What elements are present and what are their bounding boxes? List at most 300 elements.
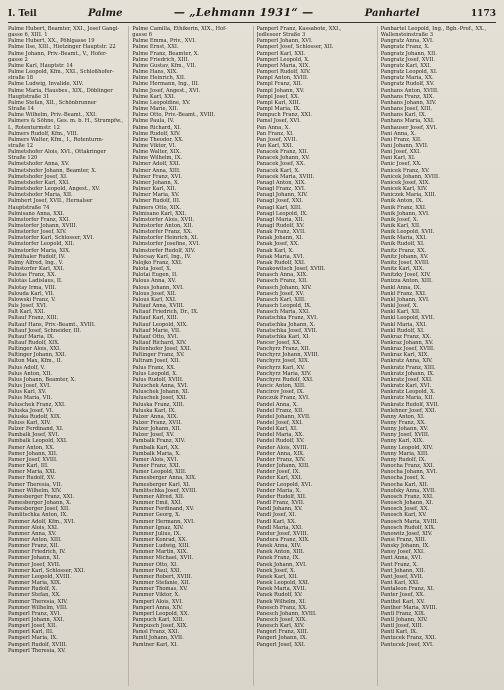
directory-entry: Pangratz Leopold, XI. (380, 69, 438, 76)
directory-entry: Pankl Maria, XXI. (380, 321, 427, 328)
directory-entry: Panhans Anton, XVIII. (380, 87, 439, 94)
directory-entry: Panagl Maria, XII. (256, 216, 305, 223)
directory-entry: Pangratz Karl, XXI. (380, 62, 432, 69)
directory-entry: Palme Franz, Beamter, X. (132, 50, 200, 57)
directory-entry: Pammer Otto, XI. (132, 561, 178, 568)
directory-entry: Paltauf Anna, XVIII. (132, 303, 185, 310)
directory-entry: Paltauf Marie, VII. (132, 327, 181, 334)
directory-entry: Panek Leopold, XXI. (256, 580, 310, 587)
directory-entry: Pander Karl, XXI. (256, 475, 303, 482)
directory-entry: Pangratz Rudolf, XV. (380, 81, 435, 88)
directory-entry: Pamperl Karl, XXI. (256, 50, 306, 57)
directory-entry: Palmers & Söhne, Ges. m. b. H., Strumpfw., (8, 118, 124, 125)
directory-entry: Pamperl Johann, XVI. (256, 38, 313, 45)
directory-entry: Panek Anna, XIV. (256, 543, 302, 550)
directory-entry: Panosch Johann, XI. (380, 500, 434, 507)
directory-entry: Panesch Johann, XVIII. (256, 610, 317, 617)
directory-entry: Pankl Franz, XXI. (380, 290, 427, 297)
directory-entry: Panthel Karl, XV. (380, 598, 425, 605)
directory-entry: Panhartel Leopold, Ing., Bgb.-Prof., XX., (380, 26, 487, 32)
directory-entry: Palt Karl, XXI. (8, 309, 46, 316)
directory-entry: Palmetshofer Alois, XVI., Ottakringer (8, 149, 106, 156)
directory-entry: Palmy Alfred, Ing., V. (8, 259, 64, 266)
directory-entry: Pamperl Maria, XIX. (256, 62, 310, 69)
directory-entry: straße 18 (8, 75, 34, 82)
directory-entry: Pantl Franz, XIX. (380, 610, 426, 617)
directory-entry: Panik Karl, XII. (380, 223, 421, 229)
directory-entry: Palme Johann, Priv.-Beamt., V., Hofer- (8, 50, 108, 57)
directory-entry: Panchyrz Johann, XVIII. (256, 352, 320, 359)
directory-entry: Pan Josef, XVII. (256, 136, 297, 143)
directory-entry: Palzer Franz, XVII. (132, 420, 182, 426)
directory-entry: Panasch Karl, XIII. (256, 296, 306, 303)
directory-entry: Panak Karl, X. (256, 247, 294, 254)
directory-entry: Palmetshofer Karl, XXI. (8, 179, 70, 186)
directory-entry: Paltauf Josef, Schneider, III. (8, 327, 82, 334)
directory-entry: Pampl Franz, XII. (256, 81, 303, 88)
directory-entry: Palmers Rudolf, Kfm., VIII. (8, 130, 79, 137)
directory-entry: Palus Leopold, X. (132, 370, 178, 377)
directory-entry: gasse 6 (132, 32, 153, 39)
directory-entry: Palme Karl, Hauptstr. 14 (8, 62, 73, 69)
directory-entry: Pammer Robert, XVIII. (132, 573, 193, 580)
directory-entry: Pamer Anton, XX. (8, 444, 55, 451)
directory-entry: Pammer Josef, XVII. (8, 561, 61, 568)
directory-entry: Palme Marie, XII. (132, 106, 179, 113)
directory-entry: Pamsl Franz, XXI. (132, 629, 180, 636)
directory-entry: Pandel Maria, XX. (256, 432, 304, 439)
directory-entry: Palmisano Anna, XXI. (8, 210, 65, 217)
directory-entry: Palous Johann, XVI. (132, 284, 184, 291)
directory-entry: Pamer Theresia, VII. (8, 481, 63, 488)
directory-entry: Pamer Johann, XII. (8, 450, 58, 457)
directory-entry: Pan Karl, XXI. (256, 142, 294, 149)
directory-entry: Straße 120 (8, 155, 38, 162)
directory-entry: Panny Rudolf, IX. (380, 456, 427, 463)
directory-entry: Pandl Franz, XVII. (256, 500, 305, 507)
directory-entry: Panasch Josef, XV. (256, 290, 304, 297)
directory-entry: Panitz Josef, XVIII. (380, 259, 430, 266)
directory-entry: Pamperl Karl, III. (8, 629, 54, 636)
directory-entry: Pamperl Josef, Schlosser, XII. (256, 44, 334, 51)
directory-entry: Paluschek Franz, XXI. (8, 401, 66, 408)
directory-entry: Paltauf Hans, Priv.-Beamt., XVIII. (8, 321, 96, 328)
directory-entry: Palmer Franz, XVI. (132, 173, 183, 180)
directory-entry: Panagl Leopold, IX. (256, 210, 308, 217)
directory-entry: Panacek Karl, X. (256, 167, 300, 174)
directory-entry: Pandel Franz, XII. (256, 407, 304, 414)
directory-entry: Pammer Theresia, XIV. (8, 598, 68, 605)
directory-entry: Panik Maria, XXI. (380, 235, 427, 242)
directory-entry: Palme Hans, XIX. (132, 69, 178, 76)
directory-entry: Panitz Johann, XV. (380, 253, 429, 260)
directory-entry: Panatschka Franz, XVI. (256, 315, 318, 322)
directory-entry: Panagl Rudolf, XV. (256, 223, 305, 229)
directory-entry: Panek Anton, XIII. (256, 549, 305, 556)
directory-entry: Panchyrz Franz, XII. (256, 346, 311, 353)
directory-entry: Palmstorfer Karl, Schlosser, XVI. (8, 235, 95, 242)
directory-entry: Pamesberger Karl, XI. (132, 481, 191, 488)
directory-entry: Pambalk Josef, XVI. (8, 432, 60, 439)
directory-entry: Pampl Maria, IX. (256, 106, 301, 113)
directory-entry: Palme Paula, IV. (132, 118, 175, 125)
directory-entry: Palmetshofer Maria, XII. (8, 192, 73, 199)
directory-entry: Panny Anton, XI. (380, 413, 425, 420)
directory-entry: Pammer Alois, XXI. (8, 524, 59, 531)
directory-entry: Palus Franz, XX. (132, 364, 176, 371)
directory-entry: Pambalk Franz, XIV. (132, 438, 186, 445)
directory-entry: Pamsl Josef, XVI. (256, 118, 301, 125)
directory-entry: Pandl Josef, XI. (256, 512, 297, 519)
directory-entry: Pamperl Leopold, X. (256, 56, 310, 63)
directory-entry: Pamer Rudolf, XV. (8, 475, 56, 482)
directory-entry: Pamesberger Johann, X. (8, 500, 72, 507)
directory-entry: Paltauf Friedrich, Dr., IX. (132, 309, 199, 316)
directory-entry: Palmstorfer Alois, XVII. (132, 216, 194, 223)
directory-entry: Paltauf Richard, XIV. (132, 339, 187, 346)
directory-entry: Palme Leopoldine, XV. (132, 99, 191, 106)
directory-entry: Pammer Emil, XXI. (132, 500, 183, 507)
directory-entry: Palus Josef, XVI. (8, 383, 51, 390)
directory-entry: Panek Wilhelm, XI. (256, 598, 307, 605)
directory-entry: Panik Anton, IX. (380, 198, 424, 205)
directory-entry: Jedleseer Straße 3 (256, 32, 306, 39)
directory-entry: Palme Hermann, Ing., III. (132, 81, 200, 88)
directory-entry: Panocha Johann, XVI. (380, 469, 438, 476)
directory-entry: Panacek Josef, XX. (256, 161, 306, 168)
directory-entry: Pani Karl, XI. (380, 155, 416, 162)
directory-entry: Pammer Anton, XIII. (8, 536, 62, 543)
directory-entry: Pamperl Franz, XVI. (8, 610, 62, 617)
directory-entry: Panagl Franz, XVI. (256, 186, 306, 193)
page-header (8, 6, 496, 23)
directory-entry: Pammer Friedrich, IV. (8, 549, 66, 556)
directory-entry: Pamtl Johann, XVII. (132, 635, 184, 642)
directory-entry: Pammer Rudolf, X. (8, 586, 58, 593)
directory-entry: Pamperl Josef, XII. (8, 623, 57, 630)
directory-entry: Pangratz Maria, XX. (380, 75, 434, 82)
directory-entry: Panatschka Josef, XVII. (256, 327, 318, 334)
directory-entry: Panicek Franz, XV. (380, 167, 430, 174)
directory-entry: Palouda Karl, VII. (8, 290, 55, 297)
directory-entry: Pamesberger Anna, XIX. (132, 475, 197, 482)
directory-entry: Palme Rudolf, XIV. (132, 130, 181, 137)
directory-entry: Palme Emma, Priv., XVI. (132, 38, 196, 45)
column-2 (128, 26, 247, 686)
directory-entry: Pamer Josef, XVIII. (8, 456, 58, 463)
directory-entry: Pampuch Franz, XXI. (256, 112, 312, 119)
directory-entry: Pammer Konrad, XX. (132, 536, 188, 543)
directory-entry: Pambalk Maria, X. (132, 450, 181, 457)
directory-entry: Panek Franz, IX. (256, 555, 300, 562)
directory-entry: Panagl Anton, XIX. (256, 179, 306, 186)
directory-entry: Pammer Stefanie, XII. (132, 580, 191, 587)
directory-entry: Pankratz Johann, IX. (380, 370, 435, 377)
directory-entry: Pant Anna, XVI. (380, 555, 423, 562)
directory-entry: Palous Josef, XII. (132, 290, 177, 297)
directory-entry: Pamesberger Josef, XII. (8, 506, 70, 513)
directory-entry: Panacek Maria, XVIII. (256, 173, 315, 180)
directory-entry: Pammer Thomas, XV. (132, 586, 188, 593)
directory-entry: Pankratz Rudolf, XVII. (380, 401, 440, 408)
directory-entry: Palzer Josef, XV. (132, 432, 175, 439)
directory-entry: Palmstorfer Anton, XII. (132, 223, 194, 229)
column-1 (8, 26, 123, 686)
directory-entry: Panagl Johann, XIV. (256, 192, 308, 199)
directory-entry: Pan Anna, X. (256, 124, 291, 131)
directory-entry: Palowski Franz, V. (8, 296, 56, 303)
directory-entry: Palmstorfer Josef, XIV. (8, 229, 67, 236)
directory-entry: Palme Camilla, Ethikerin, XIX., Hof- (132, 26, 227, 32)
directory-entry: Panek Johann, XVI. (256, 561, 307, 568)
directory-entry: Paluschek Johann, XI. (132, 389, 190, 396)
directory-entry: Panak Josef, XX. (256, 241, 300, 248)
directory-entry: Panesch Josef, XIX. (256, 617, 307, 623)
directory-entry: Pals Josef, XVI. (8, 303, 48, 310)
directory-entry: Pamperl Theresia, XV. (8, 647, 66, 654)
directory-entry: Pandel Josef, XXI. (256, 420, 303, 426)
directory-entry: Pamer Wilhelm, XIV. (8, 487, 62, 494)
directory-entry: Pammer Georg, X. (132, 512, 181, 519)
directory-entry: Pander Anna, XIX. (256, 450, 305, 457)
directory-entry: Pani Franz, XII. (380, 136, 422, 143)
directory-entry: Paltauf Franz, XIII. (8, 315, 59, 322)
directory-entry: Pampusch Josef, XIX. (132, 623, 188, 630)
directory-entry: Palmer Karl, XII. (132, 186, 177, 193)
directory-entry: Panagl Karl, XIII. (256, 204, 302, 211)
directory-entry: Palus Anton, XII. (8, 370, 53, 377)
directory-entry: Paltauf Karl, XIII. (132, 315, 179, 322)
directory-entry: Pammer Ferdinand, XV. (132, 506, 195, 513)
directory-entry: Pammer Hermann, XVI. (132, 518, 195, 525)
directory-entry: Pandura Franz, XIX. (256, 536, 310, 543)
directory-entry: Wallensteinstraße 3 (380, 32, 434, 39)
directory-entry: Palme Ilse, XIII., Hietzinger Hauptstr. 22 (8, 44, 116, 51)
directory-entry: Palme Hubert, Beamter, XXI., Josef Gangl- (8, 26, 120, 32)
directory-entry: Pant Franz, X. (380, 561, 419, 568)
directory-entry: Palmstorfer Johann, XVIII. (8, 223, 78, 229)
directory-entry: Paluska Franz, XIII. (132, 401, 185, 408)
directory-entry: Pammer Viktor, X. (132, 592, 180, 599)
directory-entry: Panosch Franz, XXI. (380, 493, 434, 500)
directory-entry: Panchyrz Josef, XIX. (256, 358, 310, 365)
directory-entry: Pankl Anna, IX. (380, 284, 422, 291)
directory-entry: Pani Anna, X. (380, 130, 416, 137)
directory-entry: Paluska Karl, IX. (132, 407, 176, 414)
directory-entry: Pant Johann, XII. (380, 567, 426, 574)
directory-entry: Panik Franz, XXI. (380, 204, 427, 211)
entry-columns (8, 26, 496, 686)
directory-entry: Paltauf Leopold, XIX. (132, 321, 188, 328)
directory-entry: Pantl Karl, IX. (380, 629, 418, 636)
directory-entry: Pammer Michael, XVII. (132, 555, 194, 562)
directory-entry: Paltinger Alois, XXI. (8, 346, 61, 353)
directory-entry: Palus Karl, XV. (8, 389, 47, 396)
directory-entry: Pankratz Franz, XIII. (380, 364, 436, 371)
directory-entry: Panakowitsch Josef, XVIII. (256, 266, 326, 273)
directory-entry: Panek Rudolf, XV. (256, 592, 303, 599)
directory-entry: Panik Johann, XVI. (380, 210, 430, 217)
directory-entry: Panhans Johann, XIV. (380, 99, 437, 106)
directory-entry: Pandel Anna, X. (256, 401, 299, 408)
directory-entry: Pankraz Johann, XV. (380, 339, 434, 346)
directory-entry: Pankratz Karl, XVI. (380, 383, 432, 390)
directory-entry: Paluschek Anna, XVI. (132, 383, 189, 390)
directory-entry: Pamer Karl, III. (8, 463, 49, 470)
directory-entry: Pammer Alfred, XII. (132, 493, 185, 500)
directory-entry: Palme Heinrich, XII. (132, 75, 186, 82)
directory-entry: Pamesberger Franz, XXI. (8, 493, 75, 500)
directory-entry: Pangratz Anna, XVI. (380, 38, 434, 45)
directory-entry: Pamperl Johann, XXI. (8, 617, 65, 623)
directory-entry: Pancic Anton, XIII. (256, 383, 306, 390)
directory-entry: Panasch Franz, XII. (256, 278, 308, 285)
directory-entry: Palous Anna, XV. (132, 278, 177, 285)
directory-entry: Pammer Julius, IX. (132, 530, 182, 537)
directory-entry: Panesch Franz, XX. (256, 604, 308, 611)
directory-entry: Palojko Franz, XXI. (132, 259, 183, 266)
directory-entry: Pammer Wilhelm, VIII. (8, 604, 68, 611)
directory-entry: Pander Johann, XIII. (256, 463, 310, 470)
directory-entry: Pamperl Alois, XVI. (132, 598, 183, 605)
directory-entry: Paltauf Rudolf, XIX. (8, 339, 60, 346)
directory-entry: Panny Franz, XX. (380, 420, 426, 426)
directory-entry: Panacek Johann, XV. (256, 155, 310, 162)
directory-entry: Panek Maria, XVII. (256, 586, 307, 593)
directory-entry: Palmetshofer Josef, XI. (8, 173, 68, 180)
directory-entry: Straße 14 (8, 106, 34, 113)
directory-entry: Palmers Walter, Kfm., I., Rotenturm- (8, 136, 104, 143)
directory-entry: Palme Friedrich, XIII. (132, 56, 190, 63)
directory-entry: Panatschka Karl, XI. (256, 333, 310, 340)
directory-entry: Panczuk Franz, XVI. (256, 395, 310, 402)
directory-entry: Pan Franz, XI. (256, 130, 294, 137)
directory-entry: Panik Rudolf, XI. (380, 241, 425, 248)
directory-entry: Paluska Josef, VI. (8, 407, 54, 414)
directory-entry: Pamperl Rudolf, XIV. (256, 69, 311, 76)
directory-entry: Panocha Karl, XII. (380, 481, 429, 488)
directory-entry: Pamlitschka Anton, IX. (8, 512, 68, 519)
directory-entry: Palmthaler Rudolf, IV. (8, 253, 66, 260)
directory-entry: Paluschek Josef, XXI. (132, 395, 188, 402)
directory-entry: Pammer Ludwig, XIII. (132, 543, 190, 550)
directory-entry: Palme Viktor, VI. (132, 142, 177, 149)
directory-entry: Panasch Leopold, IX. (256, 303, 312, 310)
directory-entry: Pamer Leopold, XIII. (132, 469, 187, 476)
directory-entry: Pankraz Josef, XVIII. (380, 346, 435, 353)
directory-entry: Pankratz Maria, XII. (380, 395, 434, 402)
directory-entry: Panhans Franz, XIX. (380, 93, 435, 100)
directory-entry: I., Rotenturmstr. 12 (8, 124, 60, 131)
directory-entry: Pandel Rudolf, XV. (256, 438, 305, 445)
directory-entry: Pamtner Karl, XI. (132, 641, 178, 648)
directory-entry: Palzer Johann, XII. (132, 426, 182, 433)
directory-entry: Panesch Karl, XIV. (256, 623, 305, 630)
directory-entry: gasse 6, XIII. 1 (8, 32, 48, 39)
directory-entry: Panhauser Josef, XVI. (380, 124, 438, 131)
directory-entry: gasse 2 (8, 56, 28, 63)
directory-entry: Pankraz Karl, XIX. (380, 352, 430, 359)
directory-entry: Palme Gustav, Kfm., VII. (132, 62, 196, 69)
directory-entry: Panatschka Johann, X. (256, 321, 316, 328)
directory-entry: Panther Maria, XVIII. (380, 604, 438, 611)
directory-entry: Pandl Johann, XV. (256, 506, 303, 513)
directory-entry: Pampl Josef, XX. (256, 93, 300, 100)
directory-entry: Pamlitschka Josef, XVIII. (132, 487, 197, 494)
directory-entry: Pander Maria, X. (256, 487, 301, 494)
page-number: 1173 (470, 9, 496, 19)
directory-entry: Palmstorfer Rudolf, XIV. (132, 247, 196, 254)
directory-entry: Paluss Karl, XIV. (8, 420, 51, 426)
directory-entry: Panicek Johann, XVIII. (380, 173, 440, 180)
directory-entry: Paltinger Johann, XXI. (8, 352, 67, 359)
directory-entry: Palus Johann, Beamter, X. (8, 376, 76, 383)
running-title: — „Lehmann 1931“ — (173, 6, 314, 19)
directory-entry: Pankl Karl, XII. (380, 309, 421, 316)
directory-entry: Palme Wilhelm, Priv.-Beamt., XXI. (8, 112, 97, 119)
directory-entry: Panosch Karl, XV. (380, 512, 427, 519)
directory-entry: Panak Rudolf, XXI. (256, 259, 306, 266)
directory-entry: Palmstorfer Leopold, XII. (8, 241, 75, 248)
directory-entry: Palnstorfer Karl, XXI. (8, 266, 65, 273)
directory-entry: Pander Leopold, XVI. (256, 481, 313, 488)
directory-entry: Pammer Franz, XII. (8, 543, 60, 550)
directory-entry: Panhans Josef, XIII. (380, 106, 432, 113)
directory-entry: Pamperl Rudolf, XVIII. (8, 641, 68, 648)
directory-entry: Palme Otto, Priv.-Beamt., XVIII. (132, 112, 216, 119)
directory-entry: Panchyrz Maria, XIV. (256, 370, 312, 377)
directory-entry: Palmstorfer Heinrich, XI. (132, 235, 199, 242)
directory-entry: Palus Maria, VII. (8, 395, 53, 402)
directory-entry: Panek Josef, X. (256, 567, 296, 574)
directory-entry: Pantl Johann, XIV. (380, 617, 428, 623)
directory-entry: Palmetshofer Johann, Beamter, X. (8, 167, 97, 174)
directory-entry: Paltinger Franz, XV. (132, 352, 185, 359)
directory-entry: Pankl Josef, X. (380, 303, 419, 310)
directory-entry: Pansky Johann, IX. (380, 543, 430, 550)
directory-entry: Palme Theodor, XX. (132, 136, 184, 143)
directory-entry: Pankl Rudolf, XI. (380, 327, 425, 334)
directory-entry: Paltenhofer Josef, XXI. (132, 346, 192, 353)
directory-entry: Palmhert Josef, XVII., Hernalser (8, 198, 93, 205)
directory-entry: Palmer Maria, XV. (132, 192, 180, 199)
directory-entry: Panofsky Anna, XVII. (380, 487, 436, 494)
directory-entry: Panacek Franz, XII. (256, 149, 309, 156)
directory-entry: Pangerl Franz, XIII. (256, 629, 309, 636)
directory-entry: Pander Josef, IX. (256, 469, 301, 476)
directory-entry: Panasch Johann, XIV. (256, 284, 312, 291)
directory-entry: straße 12 (8, 142, 34, 149)
directory-entry: Panny Maria, XIII. (380, 450, 429, 457)
directory-entry: Pancirov Josef, IX. (256, 389, 305, 396)
directory-entry: Pankl Leopold, XVII. (380, 315, 435, 322)
directory-entry: Paniczek Maria, XIII. (380, 192, 437, 199)
directory-entry: Palme Leopold, Kfm., XXI., Schloßhofer- (8, 69, 114, 76)
directory-entry: Pamer Alois, XVI. (132, 456, 179, 463)
directory-entry: Palme Ernst, XXI. (132, 44, 179, 51)
directory-entry: Panowitz Josef, XIV. (380, 530, 433, 537)
directory-entry: Pammer Anna, XV. (8, 530, 57, 537)
directory-entry: Panny Johann, XV. (380, 426, 429, 433)
directory-entry: Pampuch Karl, XIII. (132, 617, 184, 623)
directory-entry: Pammer Karl, Schlosser, XXI. (8, 567, 86, 574)
directory-entry: Panhans Maria, XXI. (380, 118, 435, 125)
directory-entry: Panocha Josef, X. (380, 475, 426, 482)
directory-entry: Panitz Karl, XIX. (380, 266, 425, 273)
directory-entry: Panik Josef, X. (380, 216, 419, 223)
directory-entry: Palme Josef, Angest., XVI. (132, 87, 201, 94)
directory-entry: Panak Franz, XVII. (256, 229, 306, 236)
